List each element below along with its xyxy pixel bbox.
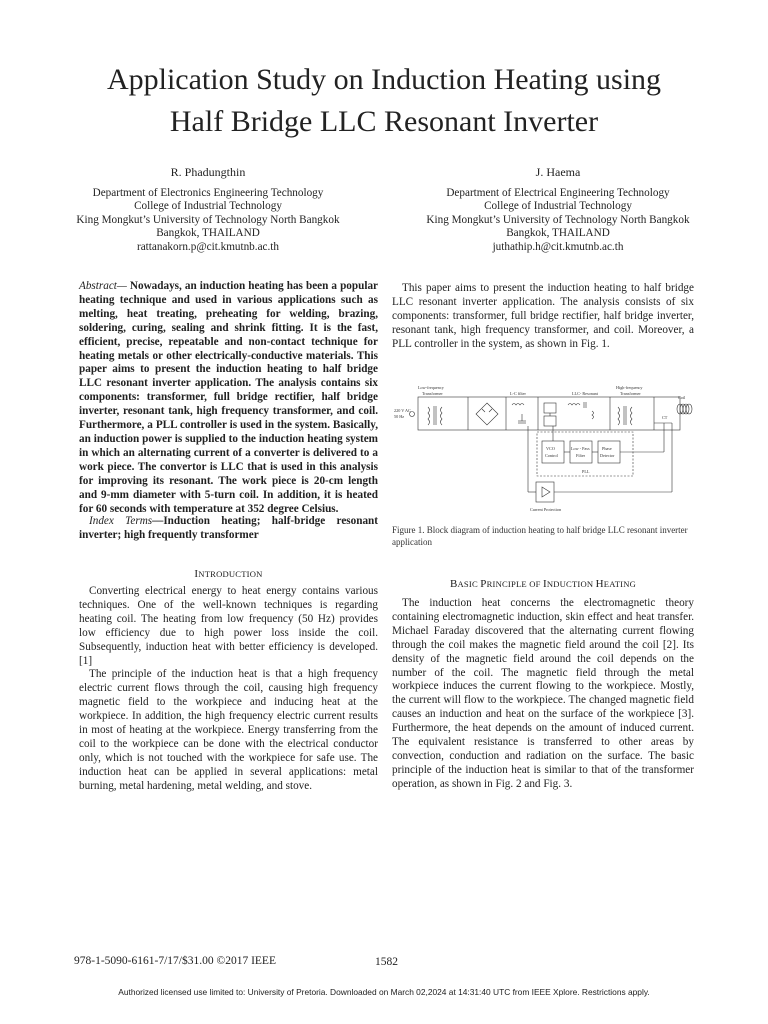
right-intro [392,282,694,352]
lc-filter-icon [512,404,526,424]
basic-principle-body [392,597,694,792]
basic-principle-paragraph: The induction heat concerns the electromagnetic theory containing electromagnetic induction, skin effect and heat transfer. Michael Faraday discovered that the alternating current flowing through the coil makes the magnetic field around the coil [2]. Its density of the magnetic field around the coil depends on the number of the coil. The magnetic field through the metal workpiece induces the current flowing to the workpiece. Mostly, the current will flow to the workpiece. The changed magnetic field causes an induction and heat on the surface of the workpiece [3]. Furthermore, the heat depends on the amount of induced current. The equivalent resistance is transferred to other areas by convection, conduction and radiation on the surface. The basic principle of the induction heat is similar to that of the transformer operation, as shown in Fig. 2 and Fig. 3. [392,597,694,790]
half-bridge-switches-icon [544,403,556,426]
author-dept: Department of Electronics Engineering Technology [92,186,324,199]
fig-label-ct: CT [662,415,668,420]
abstract-text: Nowadays, an induction heating has been a popular heating technique and used in various applications such as melting, heat treating, preheating for welding, brazing, soldering, curing, sealing and shrink fitting. It is the fast, efficient, precise, repeatable and non-contact technique for heating metals or other electrically-conductive materials. This paper aims to present the induction heating to half bridge LLC resonant inverter application. The analysis contains six components: transformer, full bridge rectifier, half bridge inverter, resonant tank, high frequency transformer, and coil. Furthermore, a PLL controller is used in the system. Basically, an induction power is supplied to the induction heating system in which an alternating current of a converter is delivered to a work piece. The convertor is LLC that is used in this analysis for improving its resonant. The work piece is 20-cm length and 9-mm diameter with 5-turn coil. In addition, it is heated for 60 seconds with temperature at 352 degree Celsius. [79,280,378,515]
author-college: College of Industrial Technology [134,200,282,213]
abstract [79,280,378,516]
fig-label-coil: Coil [678,395,686,400]
intro-paragraph-2: The principle of the induction heat is that a high frequency electric current flows through the coil, causing high frequency magnetic field to the workpiece and inducing heat at the workpiece. In addition, the high frequency electric current results in most of heating at the workpiece. Energy transferring from the coil to the workpiece can be done with the electrical conductor only, which is not touched with the workpiece for safe use. The induction heat can be applied in several applications: metal burning, metal hardening, metal welding, and stove. [79,668,378,792]
current-protection-comparator [542,487,550,497]
llc-tank-icon [568,402,594,419]
block-diagram-figure [392,381,694,518]
author-university: King Mongkut’s University of Technology North Bangkok [76,213,340,226]
figure-caption: Figure 1. Block diagram of induction heating to half bridge LLC resonant inverter application [392,525,688,547]
author-name: R. Phadungthin [170,165,246,179]
author-dept: Department of Electrical Engineering Technology [446,186,670,199]
author-block-2 [378,166,738,255]
section-heading-basic-principle: BASIC PRINCIPLE OF INDUCTION HEATING [449,578,637,590]
work-coil-icon [677,404,692,414]
index-terms-text: —Induction heating; half-bridge resonant inverter; high frequently transformer [79,515,378,541]
author-location: Bangkok, THAILAND [506,227,610,240]
fig-label-vco-2: Control [545,453,558,458]
section-heading-introduction: INTRODUCTION [194,568,263,580]
phase-detector-block [598,441,620,463]
fig-label-lf-transformer-2: Transformer [422,391,443,396]
fig-label-lc-filter: L-C filter [510,391,526,396]
right-intro-paragraph: This paper aims to present the induction heating to half bridge LLC resonant inverter application. The analysis consists of six components: transformer, full bridge rectifier, half bridge inverter, resonant tank, high frequency transformer, and coil. Moreover, a PLL controller in the system, as shown in Fig. 1. [392,282,694,350]
lf-transformer-icon [428,406,442,425]
author-email: rattanakorn.p@cit.kmutnb.ac.th [136,240,280,253]
index-terms-label: Index Terms [89,515,153,527]
author-college: College of Industrial Technology [484,200,632,213]
fig-label-vco-1: VCO [546,446,555,451]
author-university: King Mongkut’s University of Technology North Bangkok [426,213,690,226]
abstract-label: Abstract— [79,280,127,292]
author-email: juthathip.h@cit.kmutnb.ac.th [492,240,624,253]
fig-label-llc-resonant: LLC- Resonant [572,391,598,396]
hf-transformer-icon [618,406,632,425]
fig-label-lpf-1: Low - Pass [571,446,590,451]
index-terms [79,515,378,543]
fig-label-lf-transformer-1: Low-frequency [418,385,444,390]
fig-label-supply-1: 220 V AC [394,408,411,413]
fig-label-hf-transformer-1: High-frequency [616,385,643,390]
license-notice: Authorized licensed use limited to: University of Pretoria. Downloaded on March 02,2024 at 14:31:40 UTC from IEEE Xplore. Restrictions apply. [118,987,650,997]
vco-block [542,441,564,463]
paper-title-line2: Half Bridge LLC Resonant Inverter [169,105,599,138]
fig-label-phase-2: Detector [600,453,615,458]
fig-label-supply-2: 50 Hz [394,414,405,419]
fig-label-current-protection: Current Protection [530,507,562,512]
author-block-1 [28,166,388,255]
power-stage-frame [418,397,680,430]
introduction-body [79,585,378,794]
fig-label-phase-1: Phase [602,446,612,451]
bridge-rectifier-icon [476,403,498,425]
isbn-copyright: 978-1-5090-6161-7/17/$31.00 ©2017 IEEE [74,955,276,967]
fig-label-lpf-2: Filter [576,453,586,458]
fig-label-hf-transformer-2: Transformer [620,391,641,396]
author-name: J. Haema [535,165,581,179]
fig-label-pll: PLL [582,469,590,474]
paper-title-line1: Application Study on Induction Heating using [106,63,662,96]
lpf-block [570,441,592,463]
intro-paragraph-1: Converting electrical energy to heat energy contains various techniques. One of the well-known techniques is regarding heating coil. The heating from low frequency (50 Hz) provides low efficiency due to high power loss inside the coil. Subsequently, induction heat with better efficiency is developed. [1] [79,585,378,667]
author-location: Bangkok, THAILAND [156,227,260,240]
page-number: 1582 [375,956,398,968]
